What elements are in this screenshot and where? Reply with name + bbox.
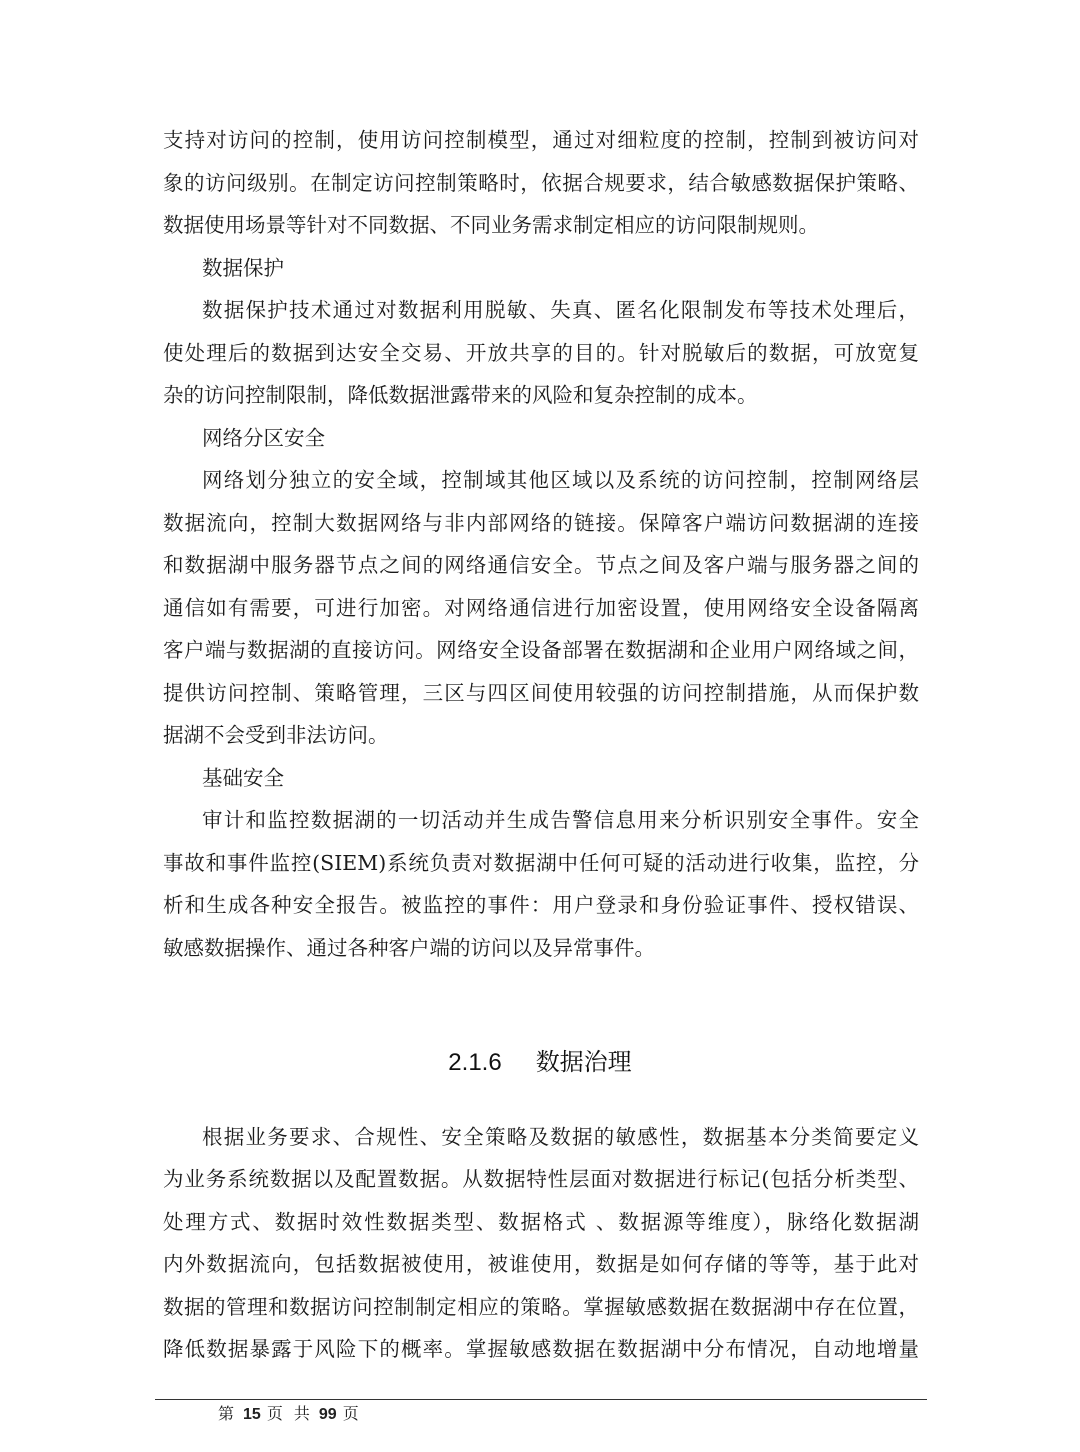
chapter-number: 2.1.6 bbox=[448, 1049, 502, 1076]
text-line: 数据流向，控制大数据网络与非内部网络的链接。保障客户端访问数据湖的连接 bbox=[163, 511, 919, 535]
text-line: 敏感数据操作、通过各种客户端的访问以及异常事件。 bbox=[163, 936, 655, 960]
text-line: 析和生成各种安全报告。被监控的事件：用户登录和身份验证事件、授权错误、 bbox=[163, 893, 919, 917]
text-line: 数据使用场景等针对不同数据、不同业务需求制定相应的访问限制规则。 bbox=[163, 213, 819, 237]
page-footer bbox=[218, 1403, 362, 1426]
text-line: 事故和事件监控(SIEM)系统负责对数据湖中任何可疑的活动进行收集，监控，分 bbox=[163, 851, 919, 875]
subheading-network-zone: 网络分区安全 bbox=[202, 426, 325, 450]
text-line: 通信如有需要，可进行加密。对网络通信进行加密设置，使用网络安全设备隔离 bbox=[163, 596, 919, 620]
text-line: 审计和监控数据湖的一切活动并生成告警信息用来分析识别安全事件。安全 bbox=[202, 808, 919, 832]
text-line: 使处理后的数据到达安全交易、开放共享的目的。针对脱敏后的数据，可放宽复 bbox=[163, 341, 919, 365]
text-line: 提供访问控制、策略管理，三区与四区间使用较强的访问控制措施，从而保护数 bbox=[163, 681, 919, 705]
subheading-data-protection: 数据保护 bbox=[202, 256, 284, 280]
text-line: 杂的访问控制限制，降低数据泄露带来的风险和复杂控制的成本。 bbox=[163, 383, 758, 407]
text-line: 网络划分独立的安全域，控制域其他区域以及系统的访问控制，控制网络层 bbox=[202, 468, 919, 492]
text-line: 和数据湖中服务器节点之间的网络通信安全。节点之间及客户端与服务器之间的 bbox=[163, 553, 919, 577]
text-line: 支持对访问的控制，使用访问控制模型，通过对细粒度的控制，控制到被访问对 bbox=[163, 128, 919, 152]
text-line: 为业务系统数据以及配置数据。从数据特性层面对数据进行标记(包括分析类型、 bbox=[163, 1167, 919, 1191]
footer-suffix: 页 bbox=[342, 1404, 362, 1423]
text-line: 据湖不会受到非法访问。 bbox=[163, 723, 389, 747]
text-line: 数据的管理和数据访问控制制定相应的策略。掌握敏感数据在数据湖中存在位置， bbox=[163, 1295, 919, 1319]
text-line: 内外数据流向，包括数据被使用，被谁使用，数据是如何存储的等等，基于此对 bbox=[163, 1252, 919, 1276]
footer-prefix: 第 bbox=[218, 1404, 238, 1423]
footer-page-number: 15 bbox=[243, 1406, 261, 1423]
text-line: 象的访问级别。在制定访问控制策略时，依据合规要求，结合敏感数据保护策略、 bbox=[163, 171, 919, 195]
chapter-heading bbox=[0, 1040, 1080, 1085]
footer-mid: 页 共 bbox=[266, 1404, 313, 1423]
footer-divider bbox=[155, 1399, 927, 1400]
text-line: 客户端与数据湖的直接访问。网络安全设备部署在数据湖和企业用户网络域之间， bbox=[163, 638, 919, 662]
chapter-title: 数据治理 bbox=[535, 1048, 632, 1076]
text-line: 根据业务要求、合规性、安全策略及数据的敏感性，数据基本分类简要定义 bbox=[202, 1125, 919, 1149]
footer-total-pages: 99 bbox=[318, 1406, 337, 1423]
text-line: 数据保护技术通过对数据利用脱敏、失真、匿名化限制发布等技术处理后， bbox=[202, 298, 919, 322]
text-line: 降低数据暴露于风险下的概率。掌握敏感数据在数据湖中分布情况，自动地增量 bbox=[163, 1337, 919, 1361]
subheading-infrastructure-security: 基础安全 bbox=[202, 766, 284, 790]
text-line: 处理方式、数据时效性数据类型、数据格式 、数据源等维度），脉络化数据湖 bbox=[163, 1210, 919, 1234]
